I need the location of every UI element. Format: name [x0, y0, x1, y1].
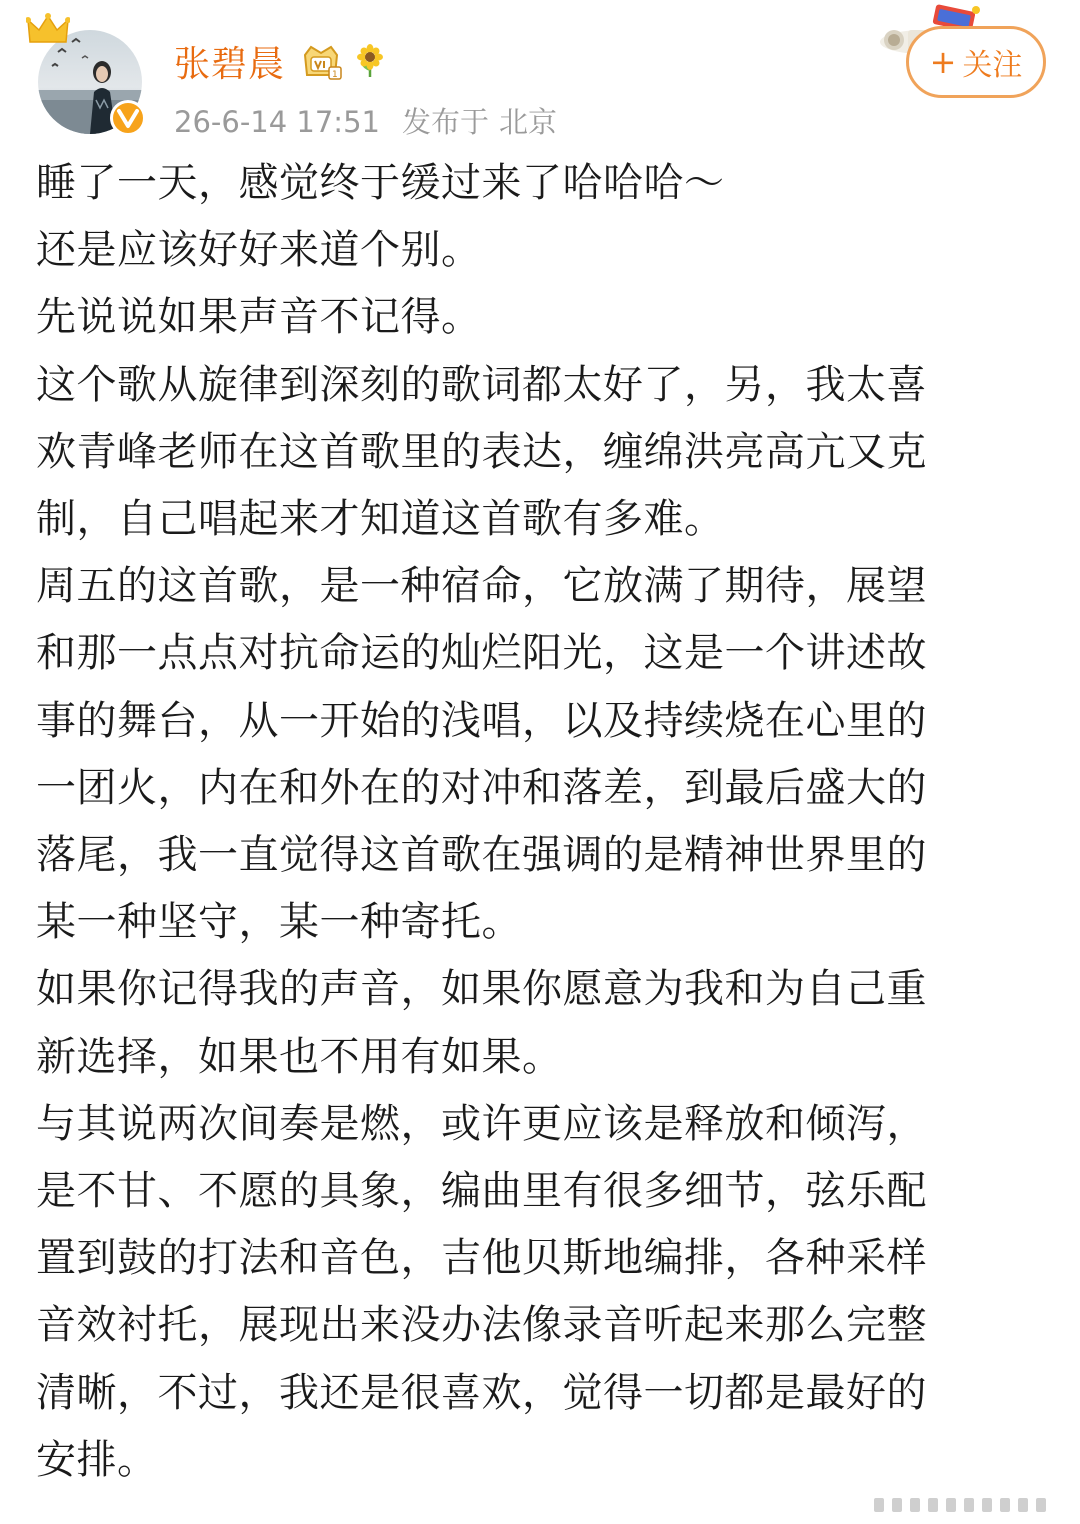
crown-icon — [26, 12, 70, 48]
post-text-line: 欢青峰老师在这首歌里的表达，缠绵洪亮高亢又克 — [36, 428, 927, 475]
post-text-line: 是不甘、不愿的具象，编曲里有很多细节，弦乐配 — [36, 1168, 927, 1215]
post-text-line: 睡了一天，感觉终于缓过来了哈哈哈～ — [36, 160, 725, 206]
vip-crown-icon[interactable] — [299, 41, 343, 81]
svg-text:1: 1 — [332, 70, 338, 80]
post-text-line: 一团火，内在和外在的对冲和落差，到最后盛大的 — [36, 764, 927, 811]
watermark-icon — [874, 1494, 1064, 1514]
follow-button-label: 关注 — [962, 48, 1023, 83]
post-text-line: 清晰，不过，我还是很喜欢，觉得一切都是最好的 — [36, 1369, 927, 1416]
sunflower-icon[interactable] — [353, 43, 387, 79]
post-text-line: 周五的这首歌，是一种宿命，它放满了期待，展望 — [36, 563, 927, 610]
post-text-line: 这个歌从旋律到深刻的歌词都太好了，另，我太喜 — [36, 361, 927, 408]
avatar-container[interactable] — [38, 30, 142, 134]
post-text-line: 与其说两次间奏是燃，或许更应该是释放和倾泻， — [36, 1100, 927, 1147]
post-timestamp: 26-6-14 17:51 — [174, 105, 380, 139]
post-text-line: 先说说如果声音不记得。 — [36, 294, 482, 341]
post-text-line: 安排。 — [36, 1436, 158, 1483]
post-header — [0, 0, 1080, 160]
post-location[interactable]: 北京 — [499, 105, 558, 139]
post-text-line: 和那一点点对抗命运的灿烂阳光，这是一个讲述故 — [36, 630, 927, 677]
post-text-line: 音效衬托，展现出来没办法像录音听起来那么完整 — [36, 1302, 927, 1349]
post-text-line: 事的舞台，从一开始的浅唱，以及持续烧在心里的 — [36, 697, 927, 744]
user-name[interactable]: 张碧晨 — [174, 43, 286, 85]
post-text-line: 如果你记得我的声音，如果你愿意为我和为自己重 — [36, 966, 927, 1013]
post-text-line: 置到鼓的打法和音色，吉他贝斯地编排，各种采样 — [36, 1235, 927, 1282]
post-text-line: 制，自己唱起来才知道这首歌有多难。 — [36, 496, 725, 543]
post-content — [36, 150, 1046, 1494]
post-text-line: 还是应该好好来道个别。 — [36, 227, 482, 274]
post-meta — [174, 100, 557, 141]
post-text-line: 某一种坚守，某一种寄托。 — [36, 899, 522, 946]
watermark — [874, 1494, 1064, 1514]
user-name-row — [174, 36, 387, 86]
post-text-line: 落尾，我一直觉得这首歌在强调的是精神世界里的 — [36, 832, 927, 879]
post-text-line: 新选择，如果也不用有如果。 — [36, 1033, 563, 1080]
location-prefix: 发布于 — [401, 105, 489, 139]
verified-badge-icon — [110, 100, 146, 136]
follow-button[interactable] — [906, 26, 1046, 98]
plus-icon: + — [929, 43, 957, 81]
